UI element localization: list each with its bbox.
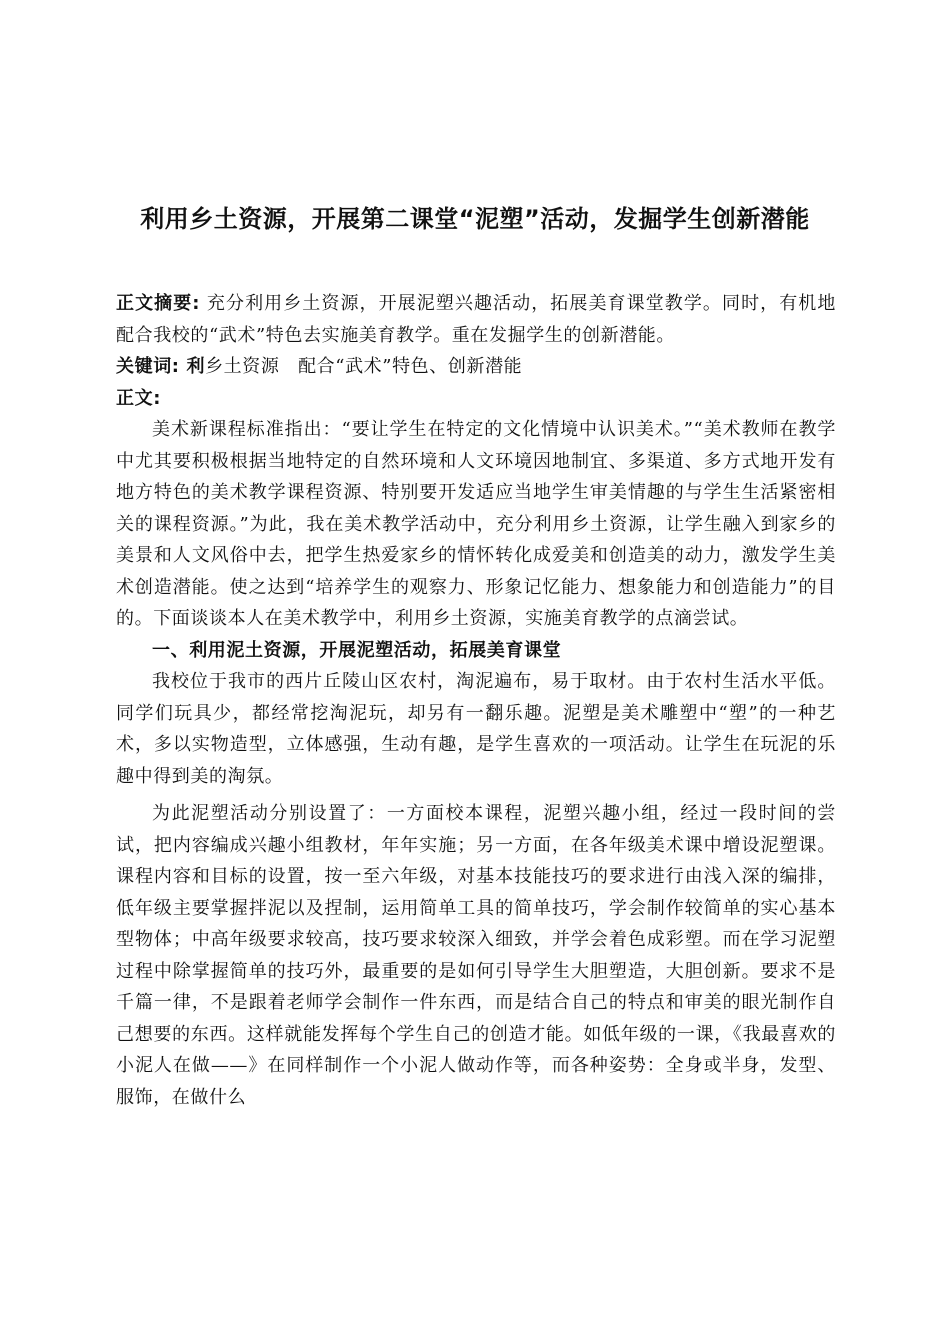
keywords-label: 关键词: 利 — [116, 356, 206, 377]
paragraph-intro: 美术新课程标准指出：“要让学生在特定的文化情境中认识美术。”“美术教师在教学中尤其要积极根据当地特定的自然环境和人文环境因地制宜、多渠道、多方式地开发有地方特色的美术教学课程资源、特别要开发适应当地学生审美情趣的与学生生活紧密相关的课程资源。”为此，我在美术教学活动中，充分利用乡土资源，让学生融入到家乡的美景和人文风俗中去，把学生热爱家乡的情怀转化成爱美和创造美的动力，激发学生美术创造潜能。使之达到“培养学生的观察力、形象记忆能力、想象能力和创造能力”的目的。下面谈谈本人在美术教学中，利用乡土资源，实施美育教学的点滴尝试。 — [116, 419, 836, 629]
abstract-paragraph — [116, 288, 836, 351]
abstract-text: 充分利用乡土资源，开展泥塑兴趣活动，拓展美育课堂教学。同时，有机地配合我校的“武术”特色去实施美育教学。重在发掘学生的创新潜能。 — [116, 293, 836, 346]
document-body — [116, 288, 836, 1113]
section-heading-1: 一、利用泥土资源，开展泥塑活动，拓展美育课堂 — [152, 639, 562, 661]
keywords-paragraph — [116, 351, 836, 383]
keywords-text: 乡土资源 配合“武术”特色、创新潜能 — [205, 356, 523, 377]
body-label: 正文: — [116, 387, 161, 409]
document-title: 利用乡土资源，开展第二课堂“泥塑”活动，发掘学生创新潜能 — [140, 205, 810, 233]
paragraph-school: 我校位于我市的西片丘陵山区农村，淘泥遍布，易于取材。由于农村生活水平低。同学们玩具少，都经常挖淘泥玩，却另有一翻乐趣。泥塑是美术雕塑中“塑”的一种艺术，多以实物造型，立体感强，生动有趣，是学生喜欢的一项活动。让学生在玩泥的乐趣中得到美的淘氛。 — [116, 671, 836, 787]
abstract-label: 正文摘要: — [116, 293, 201, 314]
paragraph-activity: 为此泥塑活动分别设置了：一方面校本课程，泥塑兴趣小组，经过一段时间的尝试，把内容编成兴趣小组教材，年年实施；另一方面，在各年级美术课中增设泥塑课。课程内容和目标的设置，按一至六年级，对基本技能技巧的要求进行由浅入深的编排，低年级主要掌握拌泥以及捏制，运用简单工具的简单技巧，学会制作较简单的实心基本型物体；中高年级要求较高，技巧要求较深入细致，并学会着色成彩塑。而在学习泥塑过程中除掌握简单的技巧外，最重要的是如何引导学生大胆塑造，大胆创新。要求不是千篇一律，不是跟着老师学会制作一件东西，而是结合自己的特点和审美的眼光制作自己想要的东西。这样就能发挥每个学生自己的创造才能。如低年级的一课，《我最喜欢的小泥人在做——》在同样制作一个小泥人做动作等，而各种姿势：全身或半身，发型、服饰，在做什么 — [116, 803, 836, 1108]
